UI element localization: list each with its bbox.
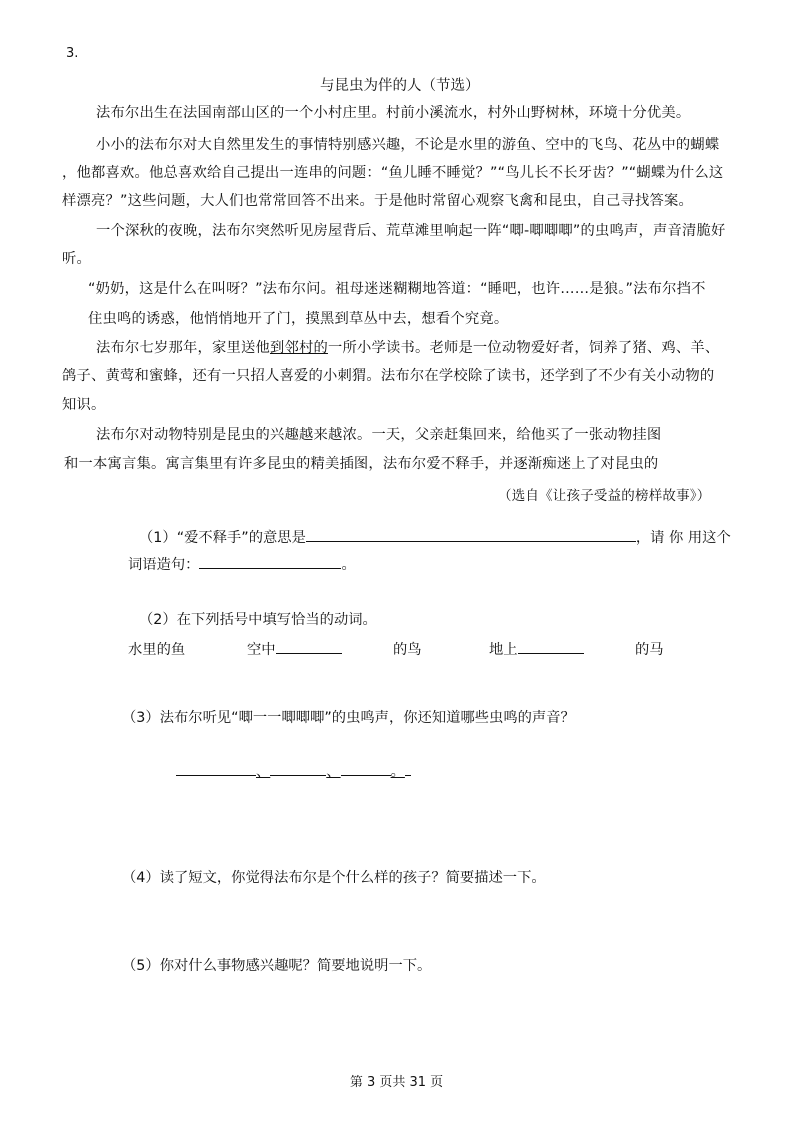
question-text: ，请 你 用这个 [635,530,731,546]
passage-line: 听。 [62,251,91,267]
answer-blank[interactable] [270,761,326,776]
passage-line: 样漂亮？”这些问题，大人们也常常回答不出来。于是他时常留心观察飞禽和昆虫，自己寻找答案。 [62,193,693,209]
question-4: （4）读了短文，你觉得法布尔是个什么样的孩子？简要描述一下。 [122,870,546,886]
q2-word [489,639,584,659]
q2-word: 水里的鱼 [128,642,186,658]
passage-text: 法布尔七岁那年，家里送他 [96,340,270,356]
passage-line: “奶奶，这是什么在叫呀？”法布尔问。祖母迷迷糊糊地答道：“睡吧，也许……是狼。”法布尔挡不 [88,281,706,297]
passage-line: 鸽子、黄莺和蜜蜂，还有一只招人喜爱的小刺猬。法布尔在学校除了读书，还学到了不少有关小动物的 [62,368,715,384]
passage-line [96,337,719,357]
end-mark: 。 [390,764,405,780]
question-text: 词语造句： [128,557,200,573]
answer-blank[interactable] [199,554,341,569]
answer-blank-tail [405,761,411,776]
question-5: （5）你对什么事物感兴趣呢？简要地说明一下。 [122,958,432,974]
question-number: 3. [66,46,79,61]
question-text: 。 [341,557,356,573]
passage-line: ，他都喜欢。他总喜欢给自己提出一连串的问题：“鱼儿睡不睡觉？”“鸟儿长不长牙齿？”“蝴蝶为什么这 [62,165,724,181]
question-3-answer [176,761,411,781]
question-1 [139,527,731,547]
passage-line: 小小的法布尔对大自然里发生的事情特别感兴趣，不论是水里的游鱼、空中的飞鸟、花丛中的蝴蝶 [96,137,720,153]
question-2: （2）在下列括号中填写恰当的动词。 [139,612,377,628]
passage-line: 一个深秋的夜晚，法布尔突然听见房屋背后、荒草滩里响起一阵“唧-唧唧唧”的虫鸣声，声音清脆好 [96,223,726,239]
passage-text: 一所小学读书。老师是一位动物爱好者，饲养了猪、鸡、羊、 [327,340,720,356]
page-footer: 第 3 页共 31 页 [349,1075,444,1090]
question-text: 空中 [247,642,276,658]
question-text: 地上 [489,642,518,658]
answer-blank[interactable] [276,639,342,654]
q2-word [247,639,342,659]
passage-title: 与昆虫为伴的人（节选） [320,78,480,94]
passage-source: （选自《让孩子受益的榜样故事》） [498,488,711,504]
separator: 、 [256,764,271,780]
passage-line: 和一本寓言集。寓言集里有许多昆虫的精美插图，法布尔爱不释手，并逐渐痴迷上了对昆虫的 [64,456,659,472]
answer-blank[interactable] [306,527,636,542]
q2-word: 的马 [635,642,664,658]
question-1-sentence [128,554,356,574]
answer-blank[interactable] [176,761,256,776]
underlined-text: 到邻村的 [269,340,328,356]
q2-word: 的鸟 [393,642,422,658]
answer-blank[interactable] [518,639,584,654]
answer-blank[interactable] [341,761,391,776]
question-3: （3）法布尔听见“唧一一唧唧唧”的虫鸣声，你还知道哪些虫鸣的声音？ [122,710,575,726]
passage-line: 住虫鸣的诱惑，他悄悄地开了门，摸黑到草丛中去，想看个究竟。 [88,311,509,327]
passage-line: 法布尔对动物特别是昆虫的兴趣越来越浓。一天，父亲赶集回来，给他买了一张动物挂图 [96,427,662,443]
passage-line: 法布尔出生在法国南部山区的一个小村庄里。村前小溪流水，村外山野树林，环境十分优美。 [96,105,691,121]
question-text: （1）“爱不释手”的意思是 [139,530,306,546]
separator: 、 [326,764,341,780]
passage-line: 知识。 [62,397,106,413]
